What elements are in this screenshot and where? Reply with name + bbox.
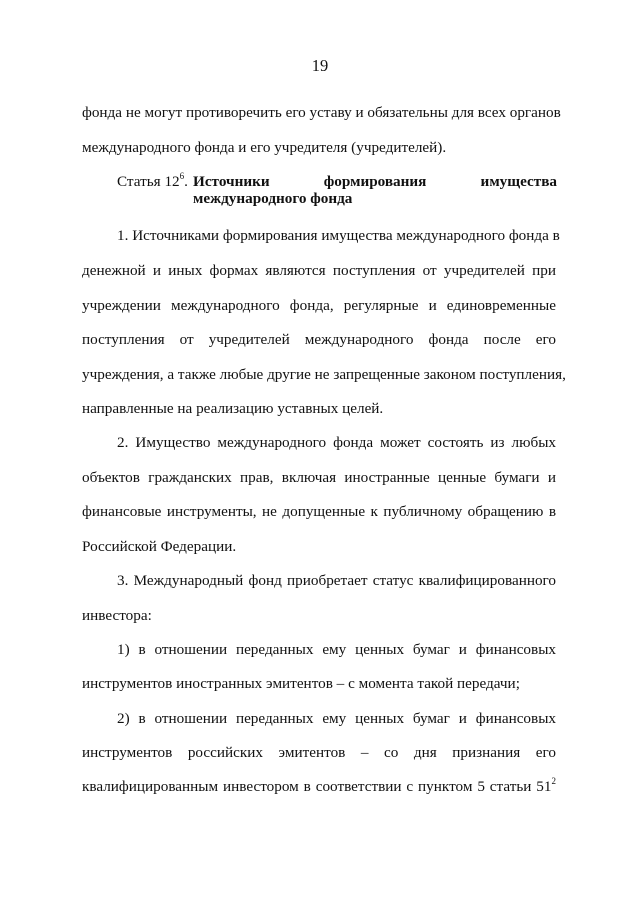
list-item-line: квалифицированным инвестором в соответствии с пунктом 5 статьи $51^2$ <box>82 775 556 795</box>
paragraph-line: инвестора: <box>82 607 152 624</box>
paragraph-line: объектов гражданских прав, включая иностранные ценные бумаги и <box>82 469 556 486</box>
paragraph-line: Российской Федерации. <box>82 538 237 555</box>
paragraph-line: поступления от учредителей международного фонда после его <box>82 331 556 348</box>
article-title-line: международного фонда <box>193 190 353 207</box>
paragraph-line: учреждения, а также любые другие не запрещенные законом поступления, <box>82 366 566 383</box>
article-title-line: Источники формирования имущества <box>193 173 557 190</box>
paragraph-line: направленные на реализацию уставных целей. <box>82 400 384 417</box>
article-label: Статья $12^6$. <box>117 170 188 190</box>
list-item-line: инструментов российских эмитентов – со дня признания его <box>82 744 556 761</box>
list-item-line: 2) в отношении переданных ему ценных бумаг и финансовых <box>117 710 556 727</box>
list-item-line: 1) в отношении переданных ему ценных бумаг и финансовых <box>117 641 556 658</box>
article-superscript: 2 <box>551 775 556 786</box>
article-superscript: 6 <box>179 170 185 181</box>
text-line: международного фонда и его учредителя (учредителей). <box>82 139 447 156</box>
paragraph-line: 3. Международный фонд приобретает статус квалифицированного <box>117 572 556 589</box>
paragraph-line: учреждении международного фонда, регулярные и единовременные <box>82 297 556 314</box>
paragraph-line: 1. Источниками формирования имущества международного фонда в <box>117 227 560 244</box>
text-line: фонда не могут противоречить его уставу и обязательны для всех органов <box>82 104 561 121</box>
page-number: 19 <box>311 56 329 75</box>
paragraph-line: финансовые инструменты, не допущенные к публичному обращению в <box>82 503 556 520</box>
paragraph-line: 2. Имущество международного фонда может состоять из любых <box>117 434 556 451</box>
list-item-line: инструментов иностранных эмитентов – с момента такой передачи; <box>82 675 520 692</box>
paragraph-line: денежной и иных формах являются поступления от учредителей при <box>82 262 556 279</box>
